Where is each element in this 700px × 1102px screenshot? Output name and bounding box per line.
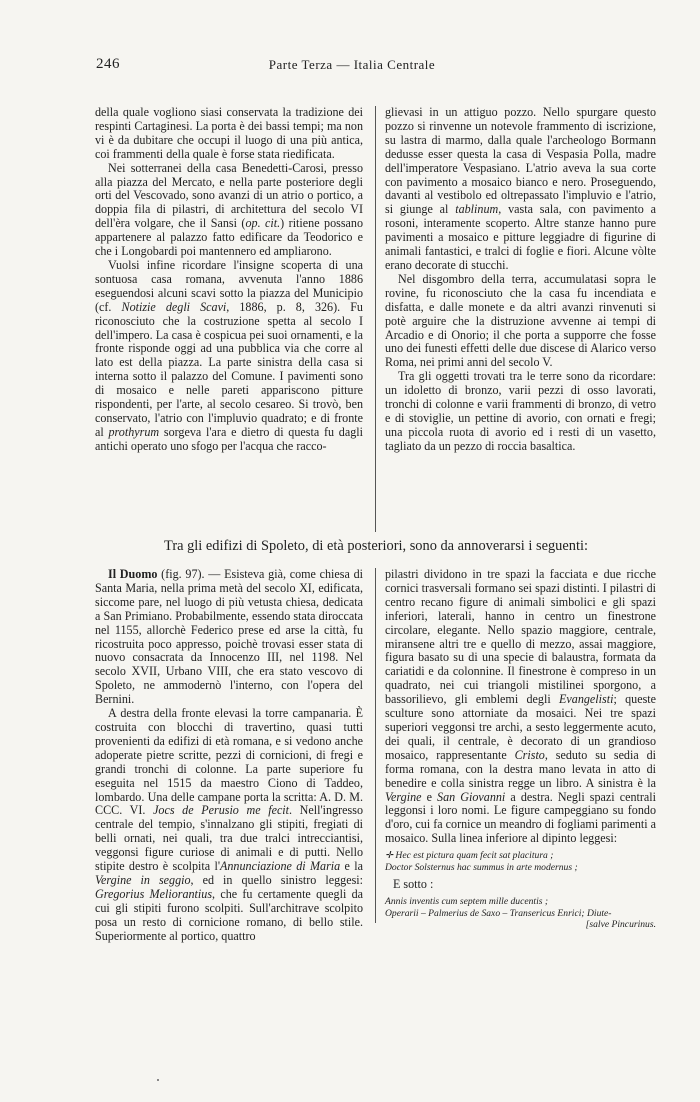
bottom-right-column xyxy=(385,568,656,936)
page-header xyxy=(96,56,608,78)
section-heading: Il Duomo xyxy=(108,567,158,581)
paragraph: glievasi in un attiguo pozzo. Nello spurgare questo pozzo si rinvenne un notevole frammento di iscrizione, su lastra di marmo, dalla quale l'archeologo Bormann dedusse esser questa la casa di Vespasia Polla, madre dell'imperatore Vespasiano. L'atrio aveva la sua corte con pavimento a mosaico bianco e nero. Proseguendo, davanti al vestibolo ed oltrepassato l'impluvio e l'atrio, si giunge al tablinum, vasta sala, con pavimento a rosoni, interamente scoperto. Altre stanze hanno pure pavimenti a mosaico e pitture leggiadre di figurine di animali fantastici, e tralci di foglie e fiori. Alcune vòlte erano decorate di stucchi. xyxy=(385,105,656,272)
scan-speck xyxy=(157,1079,159,1081)
page-number: 246 xyxy=(96,56,120,72)
bottom-left-column xyxy=(95,568,363,943)
paragraph: della quale vogliono siasi conservata la tradizione dei respinti Cartaginesi. La porta è dei bassi tempi; ma non vi è da dubitare che occupi il luogo di una più antica, coi frammenti della quale è forse stata riedificata. xyxy=(95,105,363,161)
paragraph: Il Duomo (fig. 97). — Esisteva già, come chiesa di Santa Maria, nella prima metà del secolo XI, edificata, siccome pare, nel luogo di più vetusta chiesa, dedicata a San Primiano. Probabilmente, essendo stata diroccata nel 1155, allorchè Federico prese ed arse la città, fu ricostruita poco appresso, poichè trovasi esser stata di nuovo consacrata da Innocenzo III, nel 1198. Nel secolo XVII, Urbano VIII, che era stato vescovo di Spoleto, ne ammodernò l'interno, con l'opera del Bernini. xyxy=(95,567,363,707)
inscription: Annis inventis cum septem mille ducentis ; Operarii – Palmerius de Saxo – Transericus Enrici; Diute- [salve Pincurinus. xyxy=(385,896,656,931)
running-title: Parte Terza — Italia Centrale xyxy=(268,57,436,72)
paragraph: Nel disgombro della terra, accumulatasi sopra le rovine, fu riconosciuto che la casa fu incendiata e disfatta, e dalle monete e da altri avanzi rinvenuti si potè arguire che la distruzione avvenne ai tempi di Arcadio e di Onorio; il che porta a supporre che fosse uno dei funesti effetti delle due discese di Alarico verso Roma, nei primi anni del secolo V. xyxy=(385,271,656,370)
paragraph: pilastri dividono in tre spazi la facciata e due ricche cornici trasversali formano sei spazi distinti. I pilastri di centro recano figure di animali simbolici e gli spazi inferiori, laterali, hanno in centro un finestrone circolare, elegante. Nello spazio maggiore, centrale, miransene altri tre e quello di mezzo, assai maggiore, figura basato su di una specie di balaustra, formata da cariatidi e da colonnine. Il finestrone è compreso in un quadrato, nei cui triangoli mistilinei sporgono, a bassorilievo, gli emblemi degli Evangelisti; queste sculture sono attorniate da mosaici. Nei tre spazi superiori veggonsi tre archi, a sesto leggermente acuto, dei quali, il centrale, è decorato di un grandioso mosaico, rappresentante Cristo, seduto su sedia di forma romana, con la destra mano levata in atto di benedire e colla sinistra regge un libro. A sinistra è la Vergine e San Giovanni a destra. Negli spazi centrali leggonsi i loro nomi. Le figure campeggiano su fondo d'oro, cui fa cornice un meandro di fogliami parimenti a mosaico. Sulla linea inferiore al dipinto leggesi: xyxy=(385,567,657,846)
paragraph: Tra gli oggetti trovati tra le terre sono da ricordare: un idoletto di bronzo, varii pezzi di osso lavorati, tronchi di colonne e varii frammenti di bronzo, di vetro e di stoviglie, un pettine di avorio, con ornati e fregi; una piccola ruota di avorio ed i resti di un vasetto, tagliato da un pezzo di roccia basaltica. xyxy=(385,369,656,453)
section-caption: Tra gli edifizi di Spoleto, di età posteriori, sono da annoverarsi i seguenti: xyxy=(164,538,588,554)
paragraph: Vuolsi infine ricordare l'insigne scoperta di una sontuosa casa romana, avvenuta l'anno 1886 eseguendosi alcuni scavi sotto la piazza del Municipio (cf. Notizie degli Scavi, 1886, p. 8, 326). Fu riconosciuto che la costruzione spetta al secolo I dell'impero. La casa è cospicua pei suoi ornamenti, e la fronte risponde oggi ad una pubblica via che corre al lato est della piazza. La parte sinistra della casa si interna sotto il palazzo del Comune. I pavimenti sono di mosaico e nelle pareti appariscono pitture rispondenti, per l'arte, al secolo cesareo. Si trovò, ben conservato, l'atrio con l'impluvio quadrato; e di fronte al prothyrum sorgeva l'ara e dietro di questa fu dagli antichi operato uno sfogo per l'acqua che racco- xyxy=(95,257,363,453)
column-divider xyxy=(375,106,376,532)
inscription: ✛ Hec est pictura quam fecit sat placitura ; Doctor Solsternus hac summus in arte modernus ; xyxy=(385,850,578,873)
paragraph: Nei sotterranei della casa Benedetti-Carosi, presso alla piazza del Mercato, e nella parte posteriore degli orti del Vescovado, sono avanzi di un atrio o portico, a doppia fila di pilastri, di architettura del secolo VI dell'èra volgare, che il Sansi (op. cit.) ritiene possano appartenere al palazzo fatto edificare da Teodorico e che i Longobardi poi mantennero ed ampliarono. xyxy=(95,160,363,259)
paragraph: A destra della fronte elevasi la torre campanaria. È costruita con blocchi di travertino, quasi tutti provenienti da edifizi di età romana, e si vedono anche adoperate pietre scritte, pezzi di cornicioni, di fregi e grandi tronchi di colonne. La parte superiore fu eseguita nel 1515 da maestro Ciono di Taddeo, lombardo. Una delle campane porta la scritta: A. D. M. CCC. VI. Jocs de Perusio me fecit. Nell'ingresso centrale del tempio, s'innalzano gli stipiti, fregiati di belli ornati, nei quali, tra due tralci intrecciantisi, veggonsi figure curiose di animali e di putti. Nello stipite destro è scolpita l'Annunciazione di Maria e la Vergine in seggio, ed in quello sinistro leggesi: Gregorius Meliorantius, che fu certamente quegli da cui gli stipiti furono scolpiti. Sull'architrave scolpito posa un resto di cornicione romano, di bello stile. Superiormente al portico, quattro xyxy=(95,706,364,943)
inscription-intro: E sotto : xyxy=(393,877,434,892)
top-left-column xyxy=(95,106,363,454)
column-divider xyxy=(375,568,376,923)
top-right-column xyxy=(385,106,656,454)
